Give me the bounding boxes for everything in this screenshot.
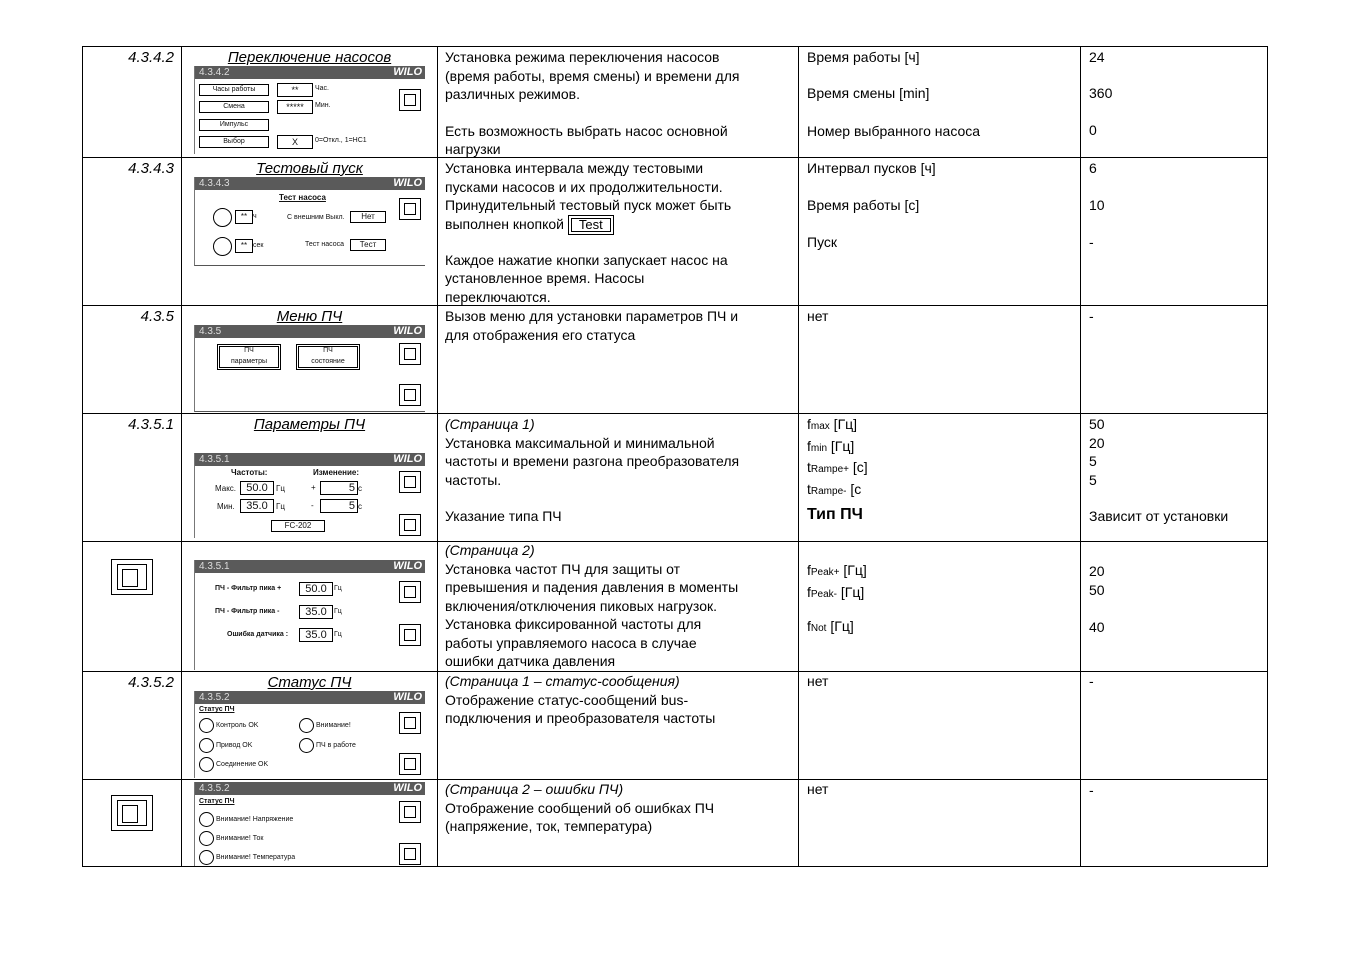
desc-line: частоты. xyxy=(445,471,502,488)
table-row xyxy=(82,305,1268,414)
screen-header: 4.3.4.2 xyxy=(199,67,230,78)
unit: [с xyxy=(846,480,862,497)
param-name xyxy=(807,561,867,604)
desc-line: Указание типа ПЧ xyxy=(445,508,562,524)
param-name: нет xyxy=(807,781,829,797)
unit: [Гц] xyxy=(827,437,855,454)
error-led xyxy=(199,812,214,827)
unit-label: 0=Откл., 1=НС1 xyxy=(315,137,367,144)
unit-label: Час. xyxy=(315,85,330,92)
section-number: 4.3.4.3 xyxy=(128,160,174,177)
screen-header: 4.3.4.3 xyxy=(199,178,230,189)
page-label: (Страница 1 – статус-сообщения) xyxy=(445,673,680,689)
desc-line: Отображение статус-сообщений bus- xyxy=(445,691,689,708)
desc-line: Установка фиксированной частоты для xyxy=(445,616,702,632)
wilo-logo: WILO xyxy=(393,691,422,703)
desc-line: Отображение сообщений об ошибках ПЧ xyxy=(445,799,715,816)
table-row xyxy=(82,46,1268,158)
screen-preview xyxy=(194,325,425,412)
fc-status-button xyxy=(296,344,360,370)
back-icon xyxy=(399,89,421,111)
screen-heading: Статус ПЧ xyxy=(199,798,235,805)
section-number: 4.3.5 xyxy=(140,308,174,325)
desc-line: Принудительный тестовый пуск может быть xyxy=(445,197,732,213)
param-value: 24 xyxy=(1089,49,1105,65)
error-led xyxy=(199,831,214,846)
desc-line: для отображения его статуса xyxy=(445,326,636,343)
sign-label: - xyxy=(311,501,314,510)
select-button: Выбор xyxy=(199,136,269,148)
unit-label: Мин. xyxy=(315,102,331,109)
param-values xyxy=(1089,415,1105,489)
description xyxy=(445,48,795,159)
page-label: (Страница 1) xyxy=(445,416,535,432)
page-icon xyxy=(399,843,421,865)
param-values xyxy=(1089,562,1105,599)
screen-label: С внешним Выкл. xyxy=(287,214,345,221)
desc-line: (время работы, время смены) и времени для xyxy=(445,67,740,84)
peak-plus-field: 50.0 xyxy=(299,582,333,596)
page-icon xyxy=(399,753,421,775)
desc-line: Вызов меню для установки параметров ПЧ и xyxy=(445,308,739,324)
table-row xyxy=(82,413,1268,542)
screen-preview xyxy=(194,782,425,866)
screen-preview xyxy=(194,560,425,670)
page-label: (Страница 2) xyxy=(445,542,535,558)
unit-label: с xyxy=(358,484,362,493)
screen-heading: Тест насоса xyxy=(279,193,326,202)
col-label: Изменение: xyxy=(313,468,360,477)
unit: [Гц] xyxy=(839,562,867,578)
param-value: 50 xyxy=(1089,581,1105,598)
section-title: Параметры ПЧ xyxy=(253,416,366,433)
desc-line: превышения и падения давления в моменты xyxy=(445,579,739,595)
change-field: ***** xyxy=(277,100,313,114)
back-icon xyxy=(399,343,421,365)
home-icon xyxy=(399,384,421,406)
screen-heading: Статус ПЧ xyxy=(199,706,235,713)
page-icon xyxy=(111,559,153,595)
section-number: 4.3.5.2 xyxy=(128,674,174,691)
param-value: - xyxy=(1089,673,1094,689)
param-name xyxy=(807,415,868,501)
param-value: 40 xyxy=(1089,619,1105,635)
button-line: параметры xyxy=(230,358,268,365)
param-value: 20 xyxy=(1089,563,1105,579)
fmin-field: 35.0 xyxy=(240,499,274,513)
param-name xyxy=(807,617,854,639)
screen-header: 4.3.5.1 xyxy=(199,454,230,465)
sub: max xyxy=(810,421,830,432)
sym: f xyxy=(807,437,811,454)
status-label: ПЧ в работе xyxy=(316,742,356,749)
param-name: нет xyxy=(807,308,829,324)
clock-icon xyxy=(213,208,232,227)
param-value: Зависит от установки xyxy=(1089,508,1229,524)
screen-header: 4.3.5.1 xyxy=(199,561,230,572)
desc-line: Установка частот ПЧ для защиты от xyxy=(445,560,681,577)
unit-label: Гц xyxy=(276,484,285,493)
wilo-logo: WILO xyxy=(393,560,422,572)
screen-preview xyxy=(194,453,425,538)
desc-line: частоты и времени разгона преобразователя xyxy=(445,453,740,469)
param-name: Время работы [с] xyxy=(807,197,920,213)
peak-minus-field: 35.0 xyxy=(299,605,333,619)
table-row xyxy=(82,157,1268,306)
wilo-logo: WILO xyxy=(393,782,422,794)
description xyxy=(445,307,795,344)
param-name: Время смены [min] xyxy=(807,85,930,101)
desc-line: различных режимов. xyxy=(445,86,580,102)
screen-label: ПЧ - Фильтр пика - xyxy=(215,608,280,615)
screen-header: 4.3.5 xyxy=(199,326,222,337)
wilo-logo: WILO xyxy=(393,453,422,465)
param-value: 50 xyxy=(1089,416,1105,432)
param-value: 6 xyxy=(1089,160,1097,176)
screen-label: Тест насоса xyxy=(305,241,345,248)
screen-header: 4.3.5.2 xyxy=(199,692,230,703)
button-line: ПЧ xyxy=(244,347,254,354)
unit: [Гц] xyxy=(826,618,854,634)
param-name: Интервал пусков [ч] xyxy=(807,160,936,176)
unit-label: с xyxy=(358,502,362,511)
button-line: ПЧ xyxy=(323,347,333,354)
page-icon xyxy=(111,795,153,831)
sub: Not xyxy=(810,623,827,634)
unit-label: Гц xyxy=(334,608,342,615)
sub: Rampe- xyxy=(810,485,847,497)
sub: Rampe+ xyxy=(810,464,849,475)
desc-line: Каждое нажатие кнопки запускает насос на xyxy=(445,251,728,268)
change-button: Смена xyxy=(199,101,269,113)
screen-label: ПЧ - Фильтр пика + xyxy=(215,585,282,592)
status-led xyxy=(299,738,314,753)
sym: t xyxy=(807,480,811,497)
wilo-logo: WILO xyxy=(393,325,422,337)
back-icon xyxy=(399,581,421,603)
param-name: Время работы [ч] xyxy=(807,49,920,65)
unit-label: ч xyxy=(253,213,257,220)
unit: [Гц] xyxy=(829,416,858,432)
page-icon xyxy=(399,514,421,536)
unit-label: Гц xyxy=(276,502,285,511)
unit-label: Гц xyxy=(334,631,342,638)
table-row xyxy=(82,541,1268,672)
param-value: 20 xyxy=(1089,434,1105,451)
desc-line: включения/отключения пиковых нагрузок. xyxy=(445,597,717,614)
status-led xyxy=(199,757,214,772)
sym: t xyxy=(807,459,811,475)
test-button: Test xyxy=(568,215,614,235)
wilo-logo: WILO xyxy=(393,66,422,78)
desc-line: Установка интервала между тестовыми xyxy=(445,160,704,176)
fc-params-button xyxy=(217,344,281,370)
param-name: нет xyxy=(807,673,829,689)
unit: [с] xyxy=(848,459,868,475)
param-value: - xyxy=(1089,782,1094,798)
sub: Peak+ xyxy=(810,567,840,578)
back-icon xyxy=(399,712,421,734)
error-label: Внимание! Напряжение xyxy=(216,816,294,823)
param-value: - xyxy=(1089,308,1094,324)
param-value: 0 xyxy=(1089,122,1097,138)
desc-line: выполнен кнопкой xyxy=(445,215,564,232)
table-row xyxy=(82,779,1268,868)
sym: f xyxy=(807,562,811,578)
desc-line: Установка максимальной и минимальной xyxy=(445,434,715,451)
timer-icon xyxy=(213,237,232,256)
sym: f xyxy=(807,583,811,600)
unit-label: сек xyxy=(253,242,264,249)
hours-field: ** xyxy=(277,83,313,97)
param-name: Номер выбранного насоса xyxy=(807,123,981,139)
section-number: 4.3.5.1 xyxy=(128,416,174,433)
status-led xyxy=(299,718,314,733)
param-value: 10 xyxy=(1089,197,1105,213)
no-button: Нет xyxy=(350,211,386,223)
param-value: 360 xyxy=(1089,85,1113,101)
back-icon xyxy=(399,801,421,823)
unit-label: Гц xyxy=(334,585,342,592)
error-label: Внимание! Ток xyxy=(216,835,264,842)
description xyxy=(445,541,795,671)
desc-line: Установка режима переключения насосов xyxy=(445,49,720,65)
wilo-logo: WILO xyxy=(393,177,422,189)
select-field: X xyxy=(277,135,313,149)
desc-line: ошибки датчика давления xyxy=(445,653,616,669)
test-button-preview: Тест xyxy=(350,239,386,251)
desc-line: Есть возможность выбрать насос основной xyxy=(445,122,728,139)
impulse-button: Импульс xyxy=(199,119,269,131)
table-row xyxy=(82,671,1268,780)
sub: min xyxy=(810,442,828,454)
desc-line: переключаются. xyxy=(445,288,551,305)
screen-label: Мин. xyxy=(217,502,235,511)
param-name: Тип ПЧ xyxy=(807,506,863,523)
screen-header: 4.3.5.2 xyxy=(199,783,230,794)
desc-line: установленное время. Насосы xyxy=(445,270,645,287)
unit: [Гц] xyxy=(837,583,865,600)
fmax-field: 50.0 xyxy=(240,481,274,495)
duration-field: ** xyxy=(235,239,253,253)
screen-preview xyxy=(194,66,425,154)
description xyxy=(445,780,795,836)
description xyxy=(445,415,795,526)
col-label: Частоты: xyxy=(231,468,268,477)
page-icon xyxy=(399,624,421,646)
status-label: Внимание! xyxy=(316,722,351,729)
status-led xyxy=(199,738,214,753)
status-label: Контроль OK xyxy=(216,722,259,729)
desc-line: нагрузки xyxy=(445,141,501,157)
status-label: Соединение OK xyxy=(216,761,269,768)
screen-preview xyxy=(194,177,425,266)
screen-preview xyxy=(194,691,425,778)
param-name: Пуск xyxy=(807,234,838,250)
ramp-up-field: 5 xyxy=(320,481,358,495)
button-line: состояние xyxy=(311,358,345,365)
sign-label: + xyxy=(311,483,316,492)
error-led xyxy=(199,850,214,865)
sym: f xyxy=(807,618,811,634)
section-number: 4.3.4.2 xyxy=(128,49,174,66)
error-label: Внимание! Температура xyxy=(216,854,296,861)
screen-label: Ошибка датчика : xyxy=(227,631,289,638)
section-title: Переключение насосов xyxy=(227,49,392,66)
ramp-down-field: 5 xyxy=(320,499,358,513)
description xyxy=(445,672,795,728)
sym: f xyxy=(807,416,811,432)
desc-line: работы управляемого насоса в случае xyxy=(445,634,697,651)
param-value: 5 xyxy=(1089,471,1097,488)
param-value: - xyxy=(1089,234,1094,250)
hours-button: Часы работы xyxy=(199,84,269,96)
desc-line: подключения и преобразователя частоты xyxy=(445,710,716,726)
status-label: Привод OK xyxy=(216,742,253,749)
param-value: 5 xyxy=(1089,453,1097,469)
section-title: Меню ПЧ xyxy=(276,308,343,325)
sub: Peak- xyxy=(810,588,838,600)
section-title: Статус ПЧ xyxy=(267,674,352,691)
page-label: (Страница 2 – ошибки ПЧ) xyxy=(445,781,624,797)
back-icon xyxy=(399,198,421,220)
interval-field: ** xyxy=(235,210,253,224)
status-led xyxy=(199,718,214,733)
desc-line: (напряжение, ток, температура) xyxy=(445,818,653,834)
screen-label: Макс. xyxy=(215,484,237,493)
back-icon xyxy=(399,471,421,493)
sensor-error-field: 35.0 xyxy=(299,628,333,642)
description xyxy=(445,159,795,306)
spec-table xyxy=(82,46,1268,867)
desc-line: пусками насосов и их продолжительности. xyxy=(445,178,723,195)
fc-type-button: FC-202 xyxy=(271,520,325,532)
section-title: Тестовый пуск xyxy=(256,160,363,177)
